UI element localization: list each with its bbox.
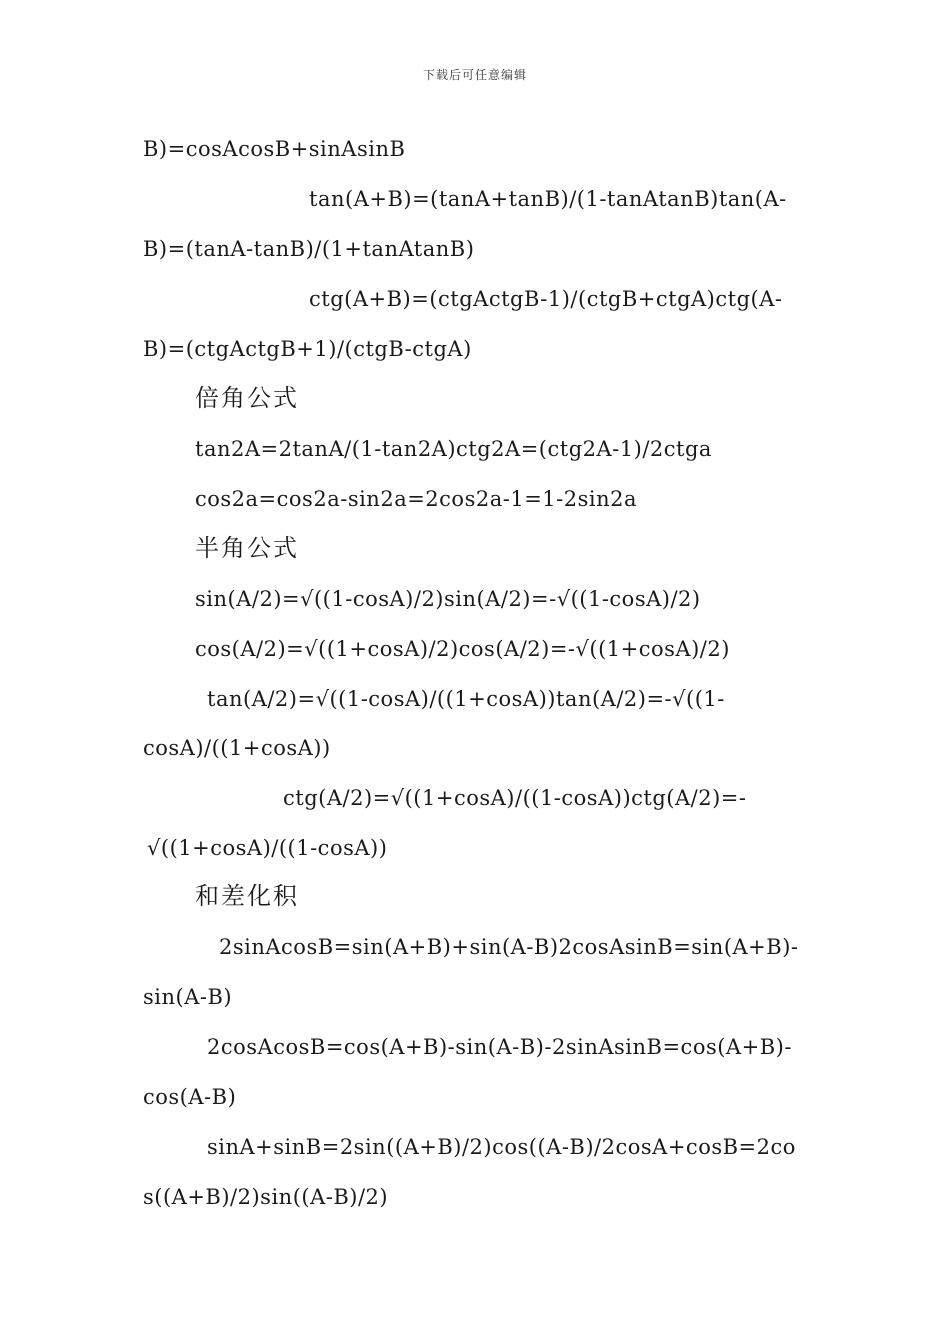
- formula-line: tan2A=2tanA/(1-tan2A)ctg2A=(ctg2A-1)/2ctga: [195, 437, 712, 461]
- formula-line: sin(A/2)=√((1-cosA)/2)sin(A/2)=-√((1-cosA)/2): [195, 587, 701, 611]
- formula-line: sinA+sinB=2sin((A+B)/2)cos((A-B)/2cosA+cosB=2co: [207, 1135, 796, 1159]
- formula-line: tan(A+B)=(tanA+tanB)/(1-tanAtanB)tan(A-: [309, 187, 787, 211]
- section-heading: 倍角公式: [195, 384, 299, 412]
- formula-line: cos(A/2)=√((1+cosA)/2)cos(A/2)=-√((1+cosA)/2): [195, 637, 730, 661]
- formula-line: B)=(tanA-tanB)/(1+tanAtanB): [143, 237, 475, 261]
- page-header: 下载后可任意编辑: [422, 68, 527, 82]
- section-heading: 半角公式: [195, 534, 299, 562]
- formula-line: cosA)/((1+cosA)): [143, 736, 331, 760]
- formula-line: s((A+B)/2)sin((A-B)/2): [143, 1185, 389, 1209]
- formula-line: √((1+cosA)/((1-cosA)): [147, 836, 388, 860]
- formula-line: B)=(ctgActgB+1)/(ctgB-ctgA): [143, 337, 472, 361]
- formula-line: ctg(A+B)=(ctgActgB-1)/(ctgB+ctgA)ctg(A-: [309, 287, 783, 311]
- formula-line: B)=cosAcosB+sinAsinB: [143, 137, 406, 161]
- formula-line: sin(A-B): [143, 985, 233, 1009]
- formula-line: 2cosAcosB=cos(A+B)-sin(A-B)-2sinAsinB=cos(A+B)-: [207, 1035, 792, 1059]
- formula-line: tan(A/2)=√((1-cosA)/((1+cosA))tan(A/2)=-√((1-: [207, 687, 725, 711]
- formula-line: 2sinAcosB=sin(A+B)+sin(A-B)2cosAsinB=sin(A+B)-: [219, 935, 799, 959]
- formula-line: ctg(A/2)=√((1+cosA)/((1-cosA))ctg(A/2)=-: [283, 786, 747, 810]
- section-heading: 和差化积: [195, 882, 299, 910]
- formula-line: cos(A-B): [143, 1085, 237, 1109]
- formula-line: cos2a=cos2a-sin2a=2cos2a-1=1-2sin2a: [195, 487, 638, 511]
